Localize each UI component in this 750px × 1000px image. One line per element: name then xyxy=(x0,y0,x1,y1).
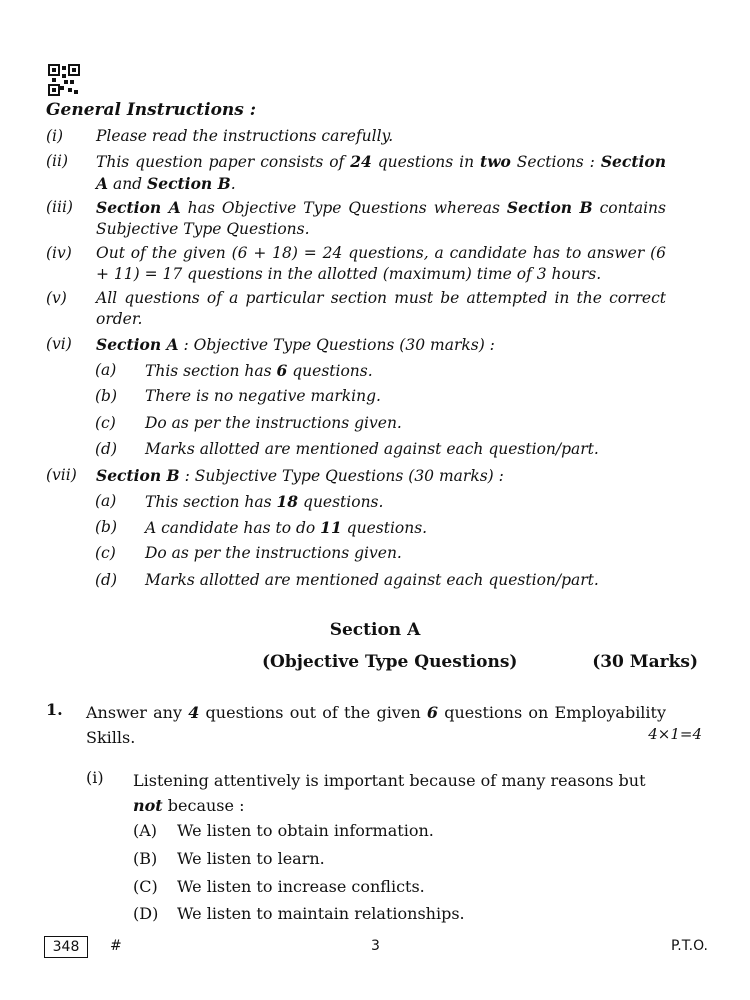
instruction-item xyxy=(46,197,666,240)
instruction-text: Section A : Objective Type Questions (30 marks) : xyxy=(96,335,495,354)
sub-item-text: Do as per the instructions given. xyxy=(145,544,402,562)
sub-question-text: Listening attentively is important because of many reasons but not because : xyxy=(133,771,646,815)
instruction-text: Section A has Objective Type Questions whereas Section B contains Subjective Type Questions. xyxy=(96,198,666,238)
sub-item-letter: (a) xyxy=(95,492,117,510)
instruction-text: Out of the given (6 + 18) = 24 questions, a candidate has to answer (6 + 11) = 17 questions in the allotted (maximum) time of 3 hours. xyxy=(96,244,666,283)
sub-item-letter: (d) xyxy=(95,440,118,458)
sub-item-letter: (b) xyxy=(95,518,118,536)
sub-item-text: This section has 18 questions. xyxy=(145,492,384,511)
instruction-number: (iii) xyxy=(46,198,73,216)
sub-item-text: Do as per the instructions given. xyxy=(145,414,402,432)
answer-option xyxy=(133,877,425,896)
instruction-item xyxy=(46,334,666,356)
instruction-text: Section B : Subjective Type Questions (30 marks) : xyxy=(96,466,504,485)
sub-question-number: (i) xyxy=(86,768,104,787)
instruction-sub-item xyxy=(95,360,655,382)
instruction-text: Please read the instructions carefully. xyxy=(96,127,394,145)
instruction-number: (vii) xyxy=(46,466,77,484)
answer-option xyxy=(133,904,465,923)
instruction-number: (v) xyxy=(46,289,67,307)
instruction-sub-item xyxy=(95,386,655,407)
footer-hash: # xyxy=(110,938,122,954)
section-marks: (30 Marks) xyxy=(592,652,698,672)
option-text: We listen to learn. xyxy=(177,849,325,868)
sub-item-letter: (a) xyxy=(95,361,117,379)
sub-item-text: There is no negative marking. xyxy=(145,387,381,405)
sub-item-text: Marks allotted are mentioned against each question/part. xyxy=(145,571,599,589)
option-text: We listen to maintain relationships. xyxy=(177,904,465,923)
instruction-sub-item xyxy=(95,439,655,460)
section-subtitle: (Objective Type Questions) xyxy=(262,652,518,672)
instruction-sub-item xyxy=(95,517,655,539)
instruction-sub-item xyxy=(95,413,655,434)
sub-item-letter: (c) xyxy=(95,544,116,562)
instruction-text: This question paper consists of 24 questions in two Sections : Section A and Section B. xyxy=(96,152,666,193)
option-text: We listen to increase conflicts. xyxy=(177,877,425,896)
sub-item-letter: (b) xyxy=(95,387,118,405)
answer-option xyxy=(133,821,434,840)
option-label: (A) xyxy=(133,821,158,840)
instruction-item xyxy=(46,288,666,330)
instruction-number: (iv) xyxy=(46,244,72,262)
question-number: 1. xyxy=(46,700,63,719)
instruction-item xyxy=(46,126,666,147)
instruction-item xyxy=(46,243,666,285)
instruction-item xyxy=(46,465,666,487)
option-label: (C) xyxy=(133,877,158,896)
instruction-number: (i) xyxy=(46,127,64,145)
section-title: Section A xyxy=(329,620,421,640)
pto-label: P.T.O. xyxy=(671,938,708,954)
answer-option xyxy=(133,849,325,868)
instruction-number: (ii) xyxy=(46,152,69,170)
instruction-sub-item xyxy=(95,491,655,513)
option-text: We listen to obtain information. xyxy=(177,821,434,840)
qr-code-icon xyxy=(48,64,80,96)
general-instructions-title: General Instructions : xyxy=(46,100,257,120)
sub-item-letter: (d) xyxy=(95,571,118,589)
instruction-number: (vi) xyxy=(46,335,72,353)
instruction-sub-item xyxy=(95,543,655,564)
option-label: (B) xyxy=(133,849,158,868)
sub-item-text: This section has 6 questions. xyxy=(145,361,373,380)
paper-code: 348 xyxy=(44,936,88,958)
question-marks: 4×1=4 xyxy=(648,725,702,743)
option-label: (D) xyxy=(133,904,159,923)
instruction-sub-item xyxy=(95,570,655,591)
instruction-text: All questions of a particular section must be attempted in the correct order. xyxy=(96,289,666,328)
sub-item-text: A candidate has to do 11 questions. xyxy=(145,518,428,537)
question-text: Answer any 4 questions out of the given 6 questions on Employability Skills. xyxy=(86,703,667,747)
sub-item-text: Marks allotted are mentioned against each question/part. xyxy=(145,440,599,458)
sub-item-letter: (c) xyxy=(95,414,116,432)
page-number: 3 xyxy=(371,938,380,954)
instruction-item xyxy=(46,151,666,195)
